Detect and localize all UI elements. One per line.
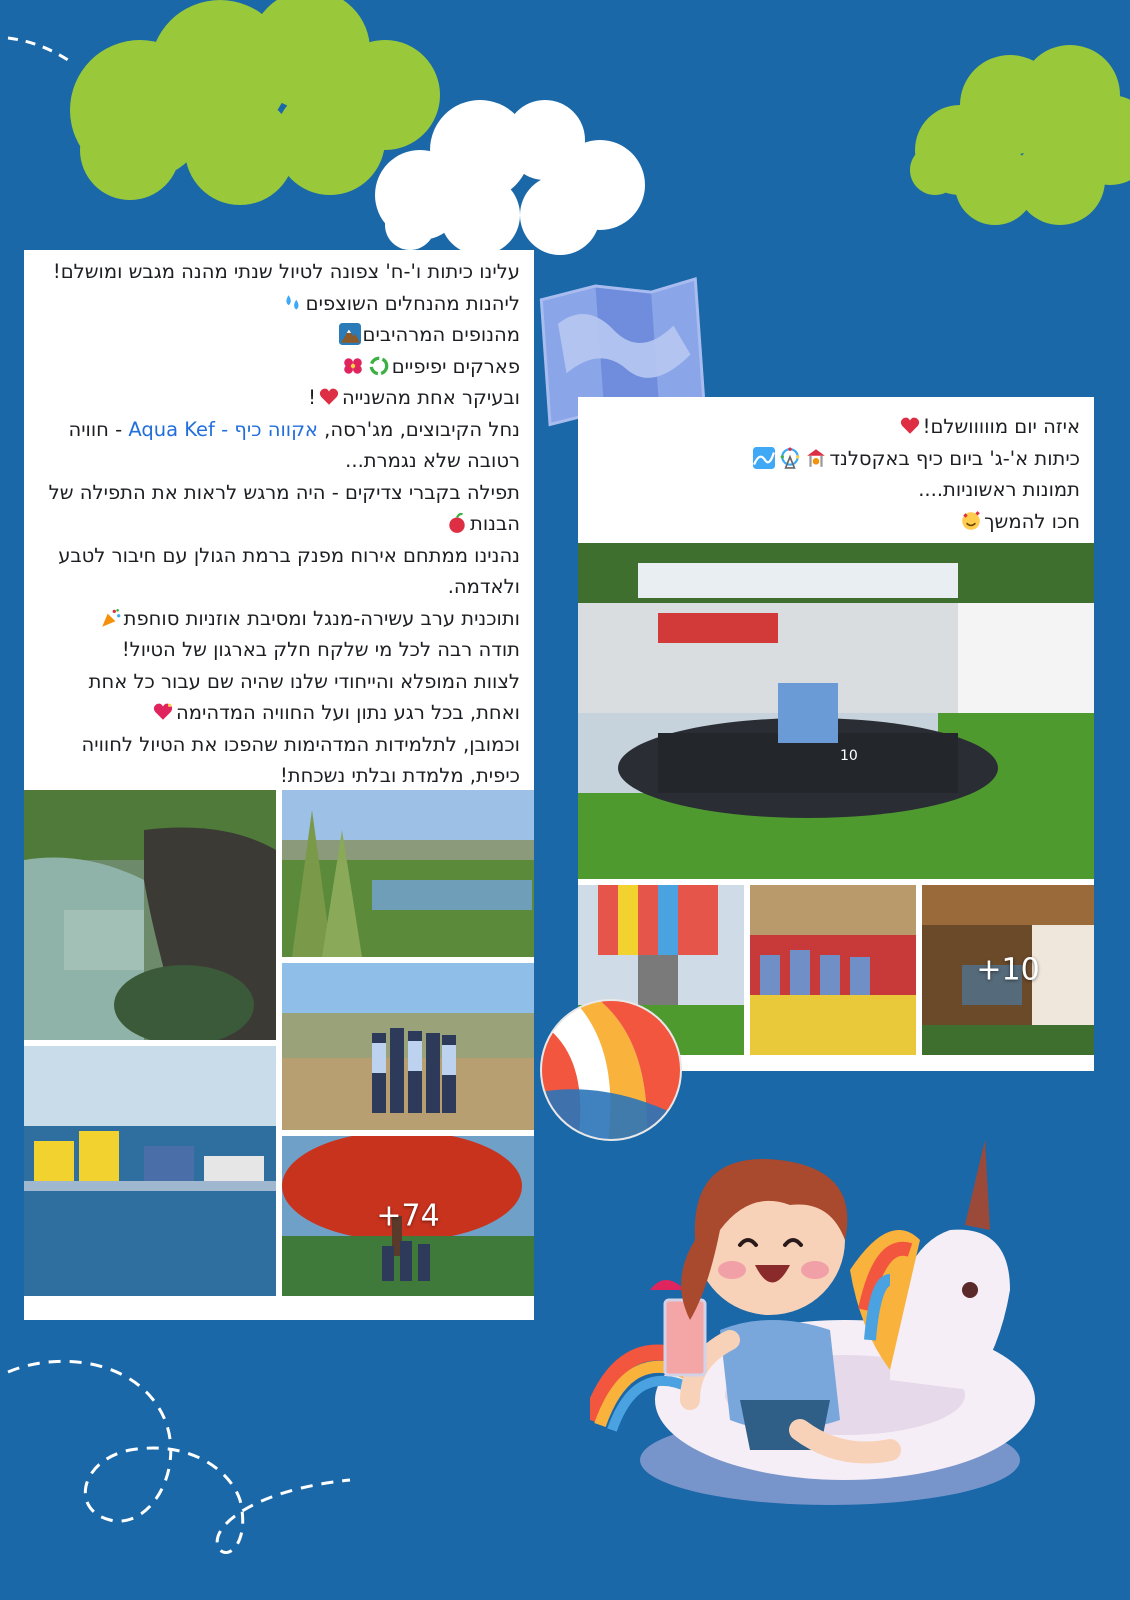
- photo-river-reeds[interactable]: [282, 790, 534, 957]
- dashed-line-top: [8, 38, 68, 60]
- carousel-icon: [805, 447, 827, 469]
- child-unicorn-float-illustration: [590, 1130, 1050, 1530]
- dashed-line-bottom: [8, 1361, 350, 1552]
- droplets-icon: [282, 292, 304, 314]
- post-line: כיתות א'-ג' ביום כיף באקסלנד: [592, 443, 1080, 475]
- aqua-kef-link[interactable]: אקווה כיף - Aqua Kef: [128, 417, 318, 441]
- ferris-wheel-icon: [779, 447, 801, 469]
- post-line: נהנינו ממתחם אירוח מפנק ברמת הגולן עם חיבור לטבע: [58, 543, 520, 567]
- post-line: נחל הקיבוצים, מג'רסה, אקווה כיף - Aqua Kef - חוויה: [68, 417, 520, 441]
- facebook-post-left: [24, 250, 534, 1320]
- post-line: ובעיקר אחת מהשנייה!: [308, 386, 520, 409]
- post-line: איזה יום מווווושלם!: [592, 411, 1080, 443]
- photo-tent-ride[interactable]: [922, 885, 1094, 1055]
- post-line: מהנופים המרהיבים: [38, 319, 520, 351]
- post-left-text: [38, 256, 520, 792]
- heart-icon: [899, 415, 921, 437]
- post-line: לצוות המופלא והייחודי שלנו שהיה שם עבור כל אחת: [88, 669, 520, 693]
- facebook-post-right: [578, 397, 1094, 1071]
- post-line: ותוכנית ערב עשירה-מנגל ומסיבת אוזניות סוחפת: [38, 603, 520, 635]
- recycle-icon: [368, 355, 390, 377]
- boat-number: 10: [840, 748, 858, 764]
- sparkle-heart-icon: [152, 701, 174, 723]
- photo-stream-rocks[interactable]: [24, 790, 276, 1040]
- post-line: פארקים יפיפיים: [38, 351, 520, 383]
- heart-icon: [318, 386, 340, 408]
- post-line: כיפית, מלמדת ובלתי נשכחת!: [279, 764, 520, 787]
- apple-icon: [446, 512, 468, 534]
- post-line: תמונות ראשוניות....: [918, 478, 1080, 501]
- post-line: הבנות: [38, 508, 520, 540]
- photo-kids-ride[interactable]: [750, 885, 916, 1055]
- more-photos-count: +10: [976, 952, 1040, 988]
- confetti-icon: [100, 607, 122, 629]
- rollercoaster-icon: [753, 447, 775, 469]
- post-line: ואחת, בכל רגע נתון ועל החוויה המדהימה: [38, 697, 520, 729]
- photo-aqua-park[interactable]: [24, 1046, 276, 1296]
- photo-group-hill[interactable]: [282, 963, 534, 1130]
- post-line: וכמובן, לתלמידות המדהימות שהפכו את הטיול לחוויה: [81, 732, 520, 756]
- post-line: חכו להמשך: [592, 506, 1080, 538]
- post-line: עלינו כיתות ו'-ח' צפונה לטיול שנתי מהנה מגבש ומושלם!: [52, 260, 520, 283]
- green-cloud-right-icon: [910, 45, 1130, 225]
- photo-bumper-boats[interactable]: [578, 543, 1094, 879]
- photo-red-tree[interactable]: [282, 1136, 534, 1296]
- post-line: ולאדמה.: [447, 575, 520, 598]
- smiling-hearts-icon: [960, 510, 982, 532]
- hibiscus-icon: [342, 355, 364, 377]
- post-line: תודה רבה לכל מי שלקח חלק בארגון של הטיול!: [121, 638, 520, 661]
- mountain-icon: [339, 323, 361, 345]
- post-right-text: [592, 411, 1080, 537]
- post-line: תפילה בקברי צדיקים - היה מרגש לראות את התפילה של: [48, 480, 520, 504]
- post-line: ליהנות מהנחלים השוצפים: [38, 288, 520, 320]
- post-line: רטובה שלא נגמרת...: [345, 449, 520, 472]
- beach-ball-icon: [536, 995, 686, 1145]
- more-photos-count: +74: [376, 1198, 440, 1234]
